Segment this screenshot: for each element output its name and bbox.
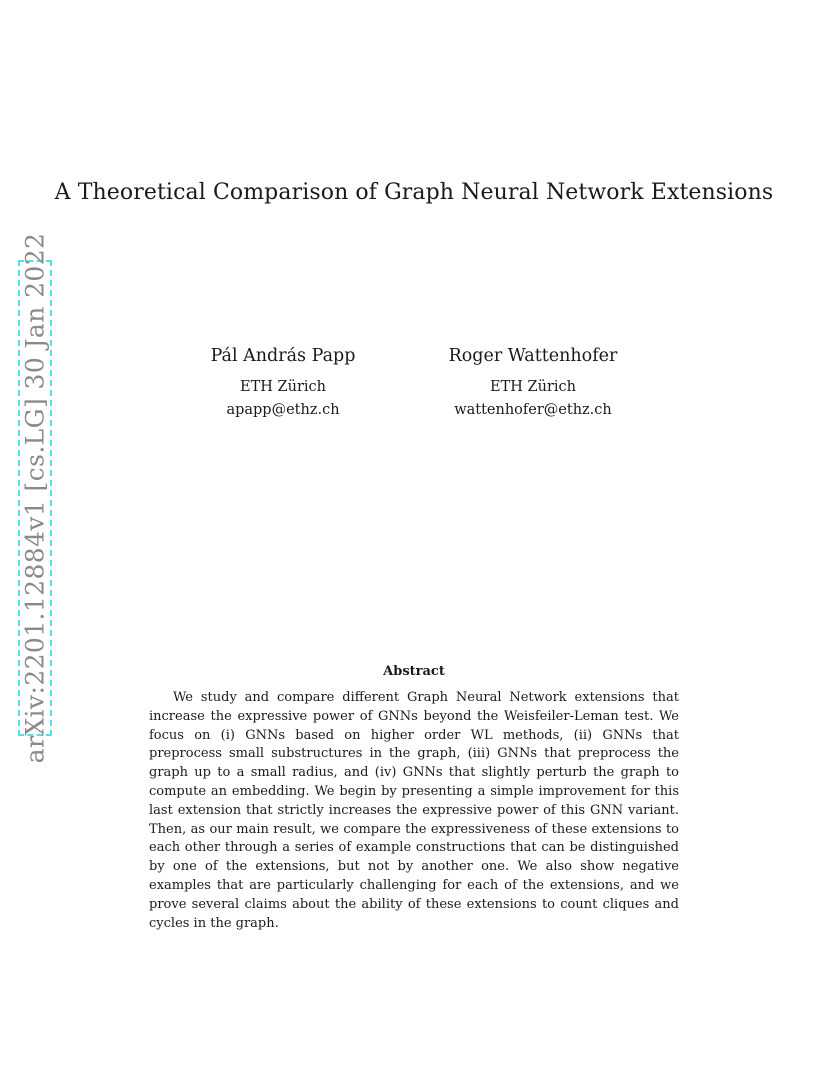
author-affiliation: ETH Zürich bbox=[240, 379, 326, 395]
author-name: Pál András Papp bbox=[210, 346, 356, 366]
author-block-1 bbox=[163, 345, 403, 420]
author-email: wattenhofer@ethz.ch bbox=[454, 402, 612, 418]
author-email: apapp@ethz.ch bbox=[226, 402, 340, 418]
arxiv-identifier-text: arXiv:2201.12884v1 [cs.LG] 30 Jan 2022 bbox=[20, 232, 50, 764]
author-affiliation: ETH Zürich bbox=[490, 379, 576, 395]
author-block-2 bbox=[413, 345, 653, 420]
author-name: Roger Wattenhofer bbox=[448, 346, 618, 366]
paper-title: A Theoretical Comparison of Graph Neural Network Extensions bbox=[54, 180, 774, 205]
abstract-text: We study and compare different Graph Neural Network extensions that increase the expressive power of GNNs beyond the Weisfeiler-Leman test. We focus on (i) GNNs based on higher order WL methods, (ii) GNNs that preprocess small substructures in the graph, (iii) GNNs that preprocess the graph up to a small radius, and (iv) GNNs that slightly perturb the graph to compute an embedding. We begin by presenting a simple improvement for this last extension that strictly increases the expressive power of this GNN variant. Then, as our main result, we compare the expressiveness of these extensions to each other through a series of example constructions that can be distinguished by one of the extensions, but not by another one. We also show negative examples that are particularly challenging for each of the extensions, and we prove several claims about the ability of these extensions to count cliques and cycles in the graph. bbox=[149, 690, 679, 931]
abstract-heading: Abstract bbox=[383, 664, 445, 679]
